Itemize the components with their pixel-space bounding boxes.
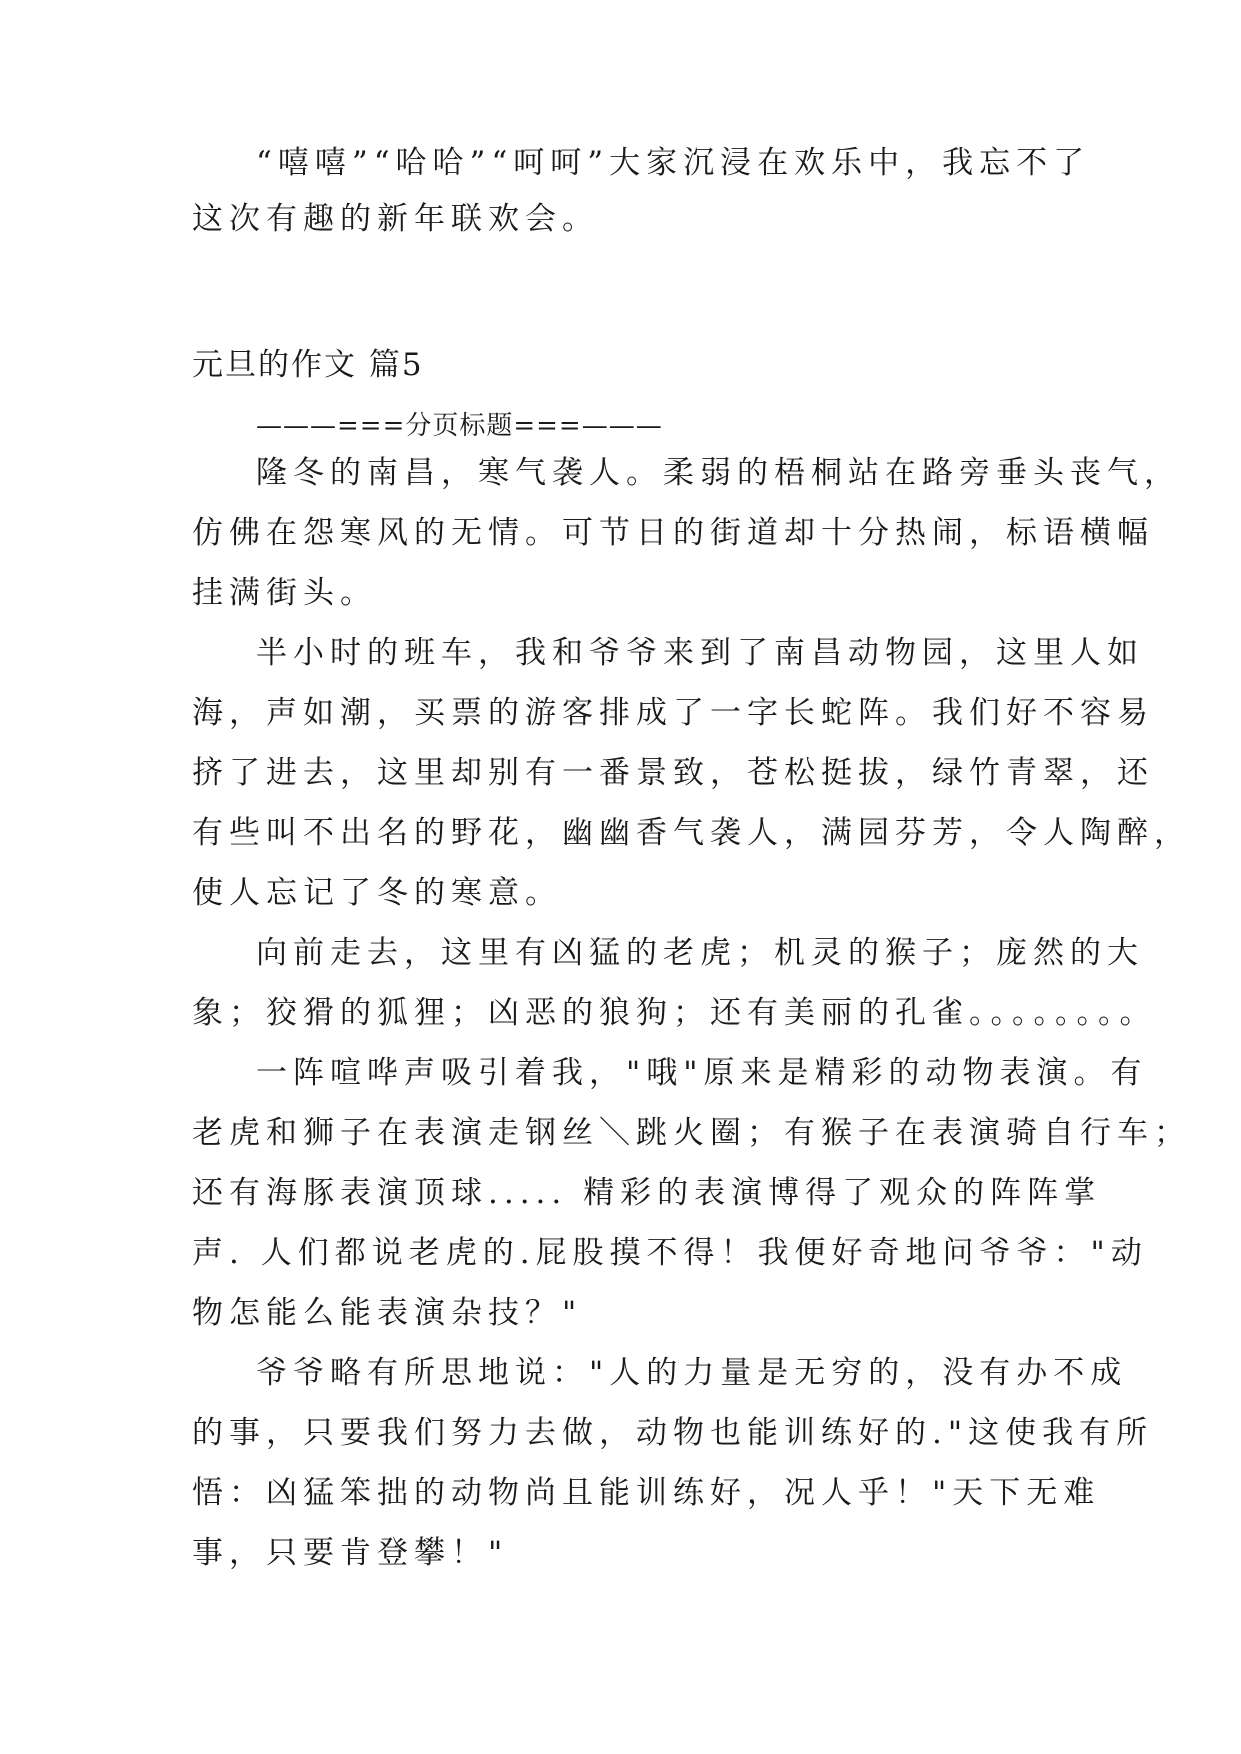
paragraph-line: 仿佛在怨寒风的无情。可节日的街道却十分热闹，标语横幅 (192, 515, 1154, 551)
paragraph-line: 悟：凶猛笨拙的动物尚且能训练好，况人乎！"天下无难 (192, 1475, 1101, 1511)
paragraph-line: 隆冬的南昌，寒气袭人。柔弱的梧桐站在路旁垂头丧气， (256, 455, 1181, 491)
paragraph-line: 老虎和狮子在表演走钢丝＼跳火圈；有猴子在表演骑自行车； (192, 1115, 1191, 1151)
paragraph-line: 海，声如潮，买票的游客排成了一字长蛇阵。我们好不容易 (192, 695, 1154, 731)
paragraph-line: 挤了进去，这里却别有一番景致，苍松挺拔，绿竹青翠，还 (192, 755, 1154, 791)
page-divider: ———===分页标题===——— (256, 411, 663, 441)
paragraph-line: 爷爷略有所思地说："人的力量是无穷的，没有办不成 (256, 1355, 1128, 1391)
paragraph-line: 挂满街头。 (192, 575, 377, 611)
paragraph-line: 有些叫不出名的野花，幽幽香气袭人，满园芬芳，令人陶醉， (192, 815, 1191, 851)
paragraph-line: 使人忘记了冬的寒意。 (192, 875, 562, 911)
section-title: 元旦的作文 篇5 (192, 347, 424, 383)
paragraph-line: 还有海豚表演顶球..... 精彩的表演博得了观众的阵阵掌 (192, 1175, 1102, 1211)
paragraph-line: 事，只要肯登攀！" (192, 1535, 509, 1571)
paragraph-line: 物怎能么能表演杂技？" (192, 1295, 583, 1331)
paragraph-line: 向前走去，这里有凶猛的老虎；机灵的猴子；庞然的大 (256, 935, 1144, 971)
paragraph-line: 这次有趣的新年联欢会。 (192, 201, 599, 237)
paragraph-line: 象；狡猾的狐狸；凶恶的狼狗；还有美丽的孔雀。。。。。。。。 (192, 995, 1157, 1031)
paragraph-line: 半小时的班车，我和爷爷来到了南昌动物园，这里人如 (256, 635, 1144, 671)
paragraph-line: “嘻嘻”“哈哈”“呵呵”大家沉浸在欢乐中，我忘不了 (256, 145, 1091, 181)
paragraph-line: 一阵喧哗声吸引着我，"哦"原来是精彩的动物表演。有 (256, 1055, 1148, 1091)
paragraph-line: 的事，只要我们努力去做，动物也能训练好的."这使我有所 (192, 1415, 1154, 1451)
paragraph-line: 声. 人们都说老虎的.屁股摸不得！我便好奇地问爷爷："动 (192, 1235, 1148, 1271)
